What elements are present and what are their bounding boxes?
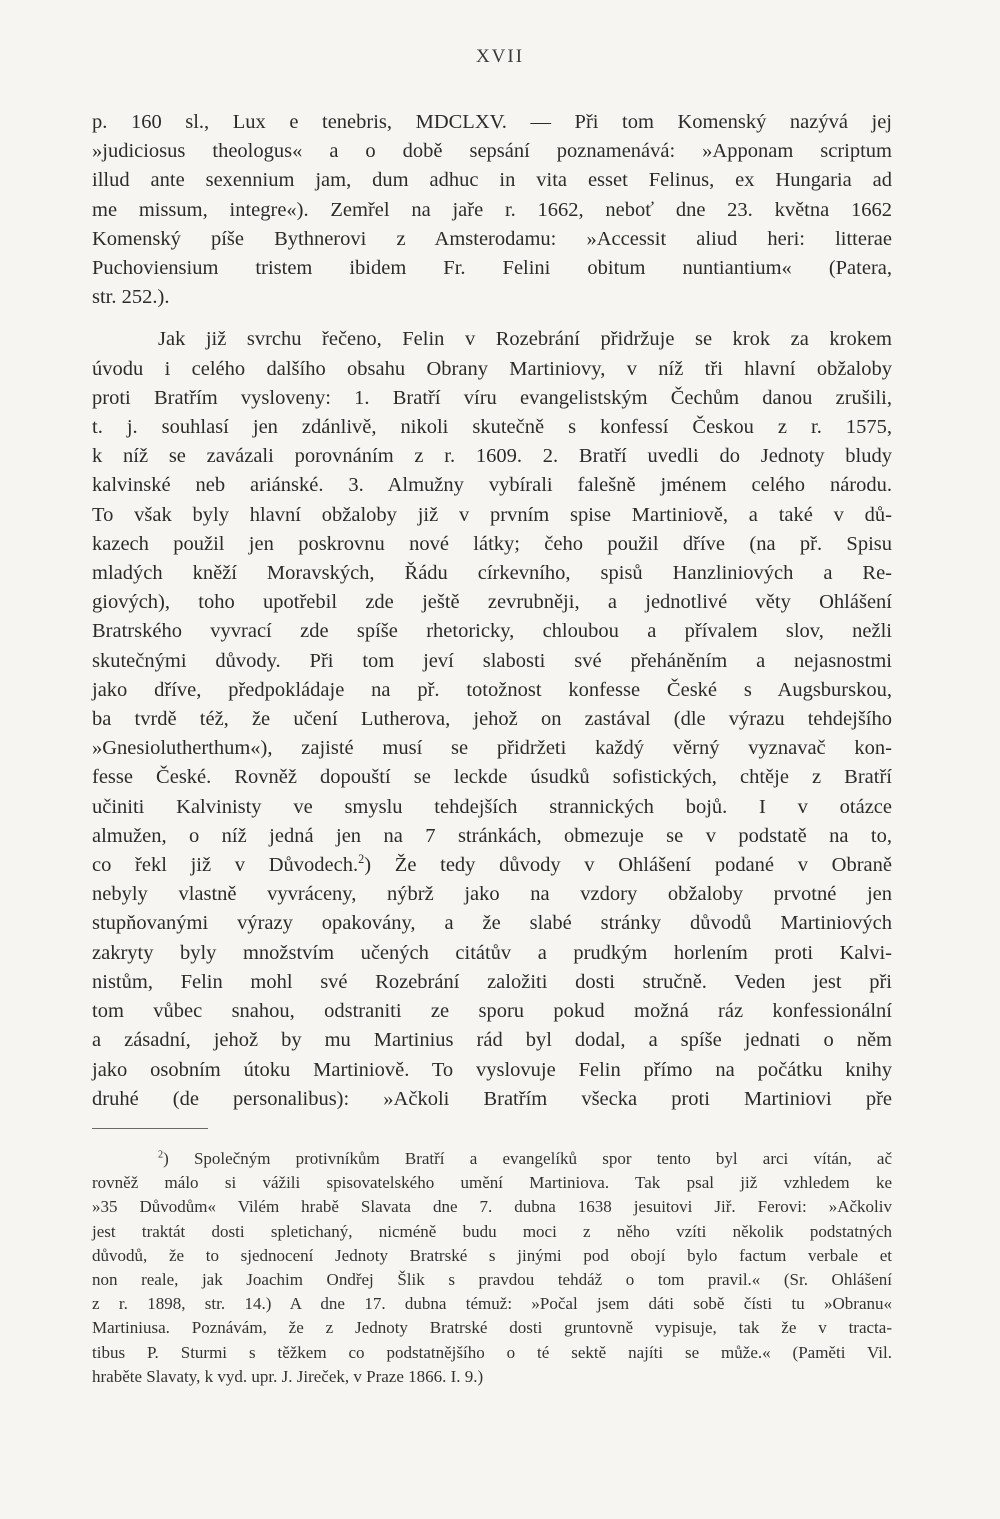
text-line: tom vůbec snahou, odstraniti ze sporu pokud možná ráz konfessionální — [92, 1000, 892, 1023]
text-line: p. 160 sl., Lux e tenebris, MDCLXV. — Při tom Komenský nazývá jej — [92, 111, 892, 133]
text-line: úvodu i celého dalšího obsahu Obrany Martiniovy, v níž tři hlavní obžaloby — [92, 357, 892, 380]
text-line: Bratrského vyvrací zde spíše rhetoricky, chloubou a přívalem slov, nežli — [92, 620, 892, 643]
text-line: proti Bratřím vysloveny: 1. Bratří víru evangelistským Čechům danou zrušili, — [92, 386, 892, 409]
text-line: mladých kněží Moravských, Řádu církevního, spisů Hanzliniových a Re- — [92, 562, 892, 585]
text-line: učiniti Kalvinisty ve smyslu tehdejších strannických bojů. I v otázce — [92, 795, 892, 818]
page-number: XVII — [475, 46, 525, 67]
text-line: giových), toho upotřebil zde ještě zevrubněji, a jednotlivé věty Ohlášení — [92, 591, 892, 614]
text-line: »Gnesiolutherthum«), zajisté musí se přidržeti každý věrný vyznavač kon- — [92, 737, 892, 760]
footnote-reference: 2 — [358, 852, 365, 867]
text-line: kazech použil jen poskrovnu nové látky; čeho použil dříve (na př. Spisu — [92, 532, 892, 555]
footnote-line: Martiniusa. Poznávám, že z Jednoty Bratrské dosti gruntovně vypisuje, tak že v tracta- — [92, 1318, 892, 1338]
footnote-line: rovněž málo si vážili spisovatelského umění Martiniova. Tak psal již vzhledem ke — [92, 1173, 892, 1193]
footnote-line: non reale, jak Joachim Ondřej Šlik s pravdou tehdáž o tom pravil.« (Sr. Ohlášení — [92, 1270, 892, 1290]
text-line: Puchoviensium tristem ibidem Fr. Felini obitum nuntiantium« (Patera, — [92, 257, 892, 280]
text-line: kalvinské neb ariánské. 3. Almužny vybírali falešně jménem celého národu. — [92, 474, 892, 497]
text-line: me missum, integre«). Zemřel na jaře r. 1662, neboť dne 23. května 1662 — [92, 198, 892, 221]
text-line: Jak již svrchu řečeno, Felin v Rozebrání přidržuje se krok za krokem — [158, 328, 892, 351]
text-line: To však byly hlavní obžaloby již v prvním spise Martiniově, a také v dů- — [92, 503, 892, 526]
text-line: stupňovanými výrazy opakovány, a že slabé stránky důvodů Martiniových — [92, 912, 892, 935]
text-line: k níž se zavázali porovnáním z r. 1609. 2. Bratří uvedli do Jednoty bludy — [92, 445, 892, 468]
footnote-line: tibus P. Sturmi s těžkem co podstatnějšího o té sektě najíti se může.« (Paměti Vil. — [92, 1342, 892, 1362]
footnote-line: důvodů, že to sjednocení Jednoty Bratrské s jinými pod obojí bylo factum verbale et — [92, 1245, 892, 1265]
text-line: jako dříve, předpokládaje na př. totožnost konfesse České s Augsburskou, — [92, 678, 892, 701]
footnote-line: jest traktát dosti spletichaný, nicméně budu moci z něho vzíti několik podstatných — [92, 1221, 892, 1241]
text-line: nistům, Felin mohl své Rozebrání založiti dosti stručně. Veden jest při — [92, 970, 892, 993]
text-line: druhé (de personalibus): »Ačkoli Bratřím všecka proti Martiniovi pře — [92, 1087, 892, 1110]
text-line: fesse České. Rovněž dopouští se leckde úsudků sofistických, chtěje z Bratří — [92, 766, 892, 789]
footnote-divider — [92, 1128, 208, 1129]
text-line: t. j. souhlasí jen zdánlivě, nikoli skutečně s konfessí Českou z r. 1575, — [92, 416, 892, 439]
footnote-line: hraběte Slavaty, k vyd. upr. J. Jireček, v Praze 1866. I. 9.) — [92, 1366, 484, 1386]
text-line: nebyly vlastně vyvráceny, nýbrž jako na vzdory obžaloby prvotné jen — [92, 883, 892, 906]
text-line-with-footnote-ref — [92, 851, 892, 880]
text-line: ba tvrdě též, že učení Lutherova, jehož on zastával (dle výrazu tehdejšího — [92, 708, 892, 731]
text-line: Komenský píše Bythnerovi z Amsterodamu: »Accessit aliud heri: litterae — [92, 227, 892, 250]
text-line: a zásadní, jehož by mu Martinius rád byl dodal, a spíše jednati o něm — [92, 1029, 892, 1052]
footnote-line — [92, 1147, 892, 1171]
footnote-marker: 2 — [158, 1149, 164, 1161]
footnote-line: z r. 1898, str. 14.) A dne 17. dubna témuž: »Počal jsem dáti sobě čísti tu »Obranu« — [92, 1294, 892, 1314]
text-line: jako osobním útoku Martiniově. To vyslovuje Felin přímo na počátku knihy — [92, 1058, 892, 1081]
text-line: illud ante sexennium jam, dum adhuc in vita esset Felinus, ex Hungaria ad — [92, 169, 892, 192]
text-line: str. 252.). — [92, 286, 170, 309]
text-line: zakryty byly množstvím učených citátův a prudkým horlením proti Kalvi- — [92, 941, 892, 964]
main-text — [92, 108, 892, 1114]
footnote-line: »35 Důvodům« Vilém hrabě Slavata dne 7. dubna 1638 jesuitovi Jiř. Ferovi: »Ačkoliv — [92, 1197, 892, 1217]
footnote — [92, 1147, 892, 1389]
text-segment: co řekl již v Důvodech. — [92, 854, 359, 877]
text-segment: ) Společným protivníkům Bratří a evangelíků spor tento byl arci vítán, ač — [163, 1149, 892, 1168]
text-line: »judiciosus theologus« a o době sepsání poznamenává: »Apponam scriptum — [92, 140, 892, 163]
text-segment: ) Že tedy důvody v Ohlášení podané v Obraně — [364, 854, 892, 877]
text-line: almužen, o níž jedná jen na 7 stránkách, obmezuje se v podstatě na to, — [92, 824, 892, 847]
text-line: skutečnými důvody. Při tom jeví slabosti své přeháněním a nejasnostmi — [92, 649, 892, 672]
